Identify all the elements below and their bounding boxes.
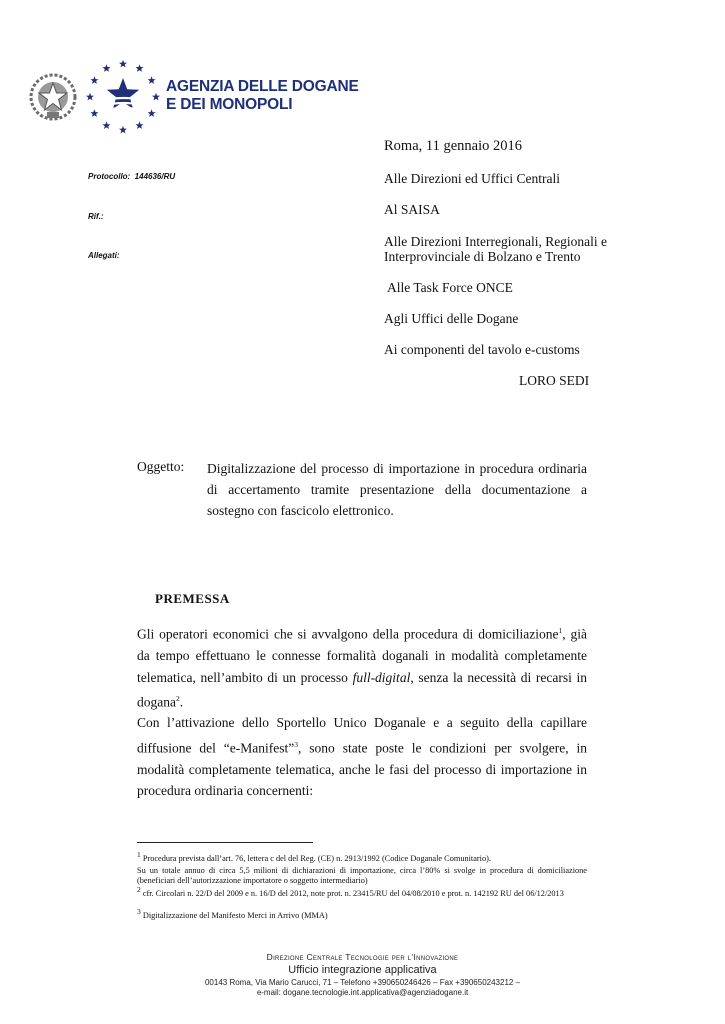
subject-label: Oggetto: bbox=[137, 459, 185, 474]
protocollo bbox=[88, 172, 175, 181]
agency-name bbox=[166, 78, 359, 114]
date-place: Roma, 11 gennaio 2016 bbox=[384, 138, 522, 154]
p2-text-a: Con l’attivazione dello Sportello Unico Doganale e a seguito della capillare diffusione del “e-Manifest” bbox=[137, 715, 587, 755]
agency-name-line2: E DEI MONOPOLI bbox=[166, 96, 293, 113]
recipient-5: Agli Uffici delle Dogane bbox=[384, 311, 519, 326]
p1-text-b: , già da tempo effettuano le connesse formalità doganali in modalità completamente telematica, nell’ambito di un processo bbox=[137, 626, 587, 685]
footer-address: 00143 Roma, Via Mario Carucci, 71 – Telefono +390650246426 – Fax +390650243212 – bbox=[204, 978, 521, 987]
p1-text-d: . bbox=[179, 694, 184, 710]
footnote-2-text: cfr. Circolari n. 22/D del 2009 e n. 16/D del 2012, note prot. n. 23415/RU del 04/08/2010 e prot. n. 142192 RU del 06/12/2013 bbox=[140, 888, 564, 898]
footnote-1-text: Procedura prevista dall’art. 76, lettera c del del Reg. (CE) n. 2913/1992 (Codice Doganale Comunitario). bbox=[140, 853, 491, 863]
recipient-1: Alle Direzioni ed Uffici Centrali bbox=[384, 171, 560, 186]
protocollo-label: Protocollo: bbox=[88, 172, 131, 181]
recipient-3b: Interprovinciale di Bolzano e Trento bbox=[384, 249, 581, 264]
footnote-3 bbox=[137, 907, 587, 921]
p1-text-a: Gli operatori economici che si avvalgono della procedura di domiciliazione bbox=[137, 626, 559, 642]
footnote-divider bbox=[137, 842, 313, 843]
paragraph-1 bbox=[137, 620, 587, 713]
footnote-ref-2: 2 bbox=[175, 694, 180, 703]
footnote-2 bbox=[137, 885, 587, 899]
paragraph-2 bbox=[137, 712, 587, 802]
section-heading: PREMESSA bbox=[155, 591, 230, 606]
agency-name-line1: AGENZIA DELLE DOGANE bbox=[166, 78, 359, 95]
rif-label: Rif.: bbox=[88, 212, 104, 221]
footnote-ref-1: 1 bbox=[558, 626, 563, 635]
footnote-3-number: 3 bbox=[137, 907, 141, 916]
footnote-2-number: 2 bbox=[137, 885, 141, 894]
footnote-ref-3: 3 bbox=[294, 739, 299, 749]
footnote-1 bbox=[137, 850, 587, 864]
recipient-3: Alle Direzioni Interregionali, Regionali e bbox=[384, 234, 608, 249]
footnote-1-extra: Su un totale annuo di circa 5,5 milioni di dichiarazioni di importazione, circa l’80% si svolge in procedura di domiciliazione (beneficiari dell’autorizzazione importatore o soggetto intermediario) bbox=[137, 866, 587, 885]
p2-text-b: , sono state poste le condizioni per svolgere, in modalità completamente telematica, anche le fasi del processo di importazione in procedura ordinaria concernenti: bbox=[137, 740, 587, 798]
p1-italic: full-digital bbox=[352, 669, 411, 685]
recipient-6: Ai componenti del tavolo e-customs bbox=[384, 342, 580, 357]
subject-text: Digitalizzazione del processo di importazione in procedura ordinaria di accertamento tramite presentazione della documentazione a sostegno con fascicolo elettronico. bbox=[207, 461, 587, 518]
p1-text-c: , senza la necessità di recarsi in dogana bbox=[137, 669, 588, 710]
protocollo-value: 144636/RU bbox=[134, 172, 176, 181]
recipient-4: Alle Task Force ONCE bbox=[387, 280, 513, 295]
allegati-label: Allegati: bbox=[88, 251, 120, 260]
footnote-1-number: 1 bbox=[137, 850, 141, 859]
agency-star-logo-icon bbox=[82, 58, 164, 136]
italian-republic-emblem-icon bbox=[28, 70, 78, 124]
footer-ufficio: Ufficio integrazione applicativa bbox=[288, 964, 437, 976]
recipient-2: Al SAISA bbox=[384, 202, 440, 217]
footer-direzione: Direzione Centrale Tecnologie per l’Innovazione bbox=[266, 952, 459, 962]
recipient-loro-sedi: LORO SEDI bbox=[519, 373, 590, 388]
footer-email: e-mail: dogane.tecnologie.int.applicativa@agenziadogane.it bbox=[256, 988, 469, 997]
footnote-3-text: Digitalizzazione del Manifesto Merci in Arrivo (MMA) bbox=[140, 910, 328, 920]
